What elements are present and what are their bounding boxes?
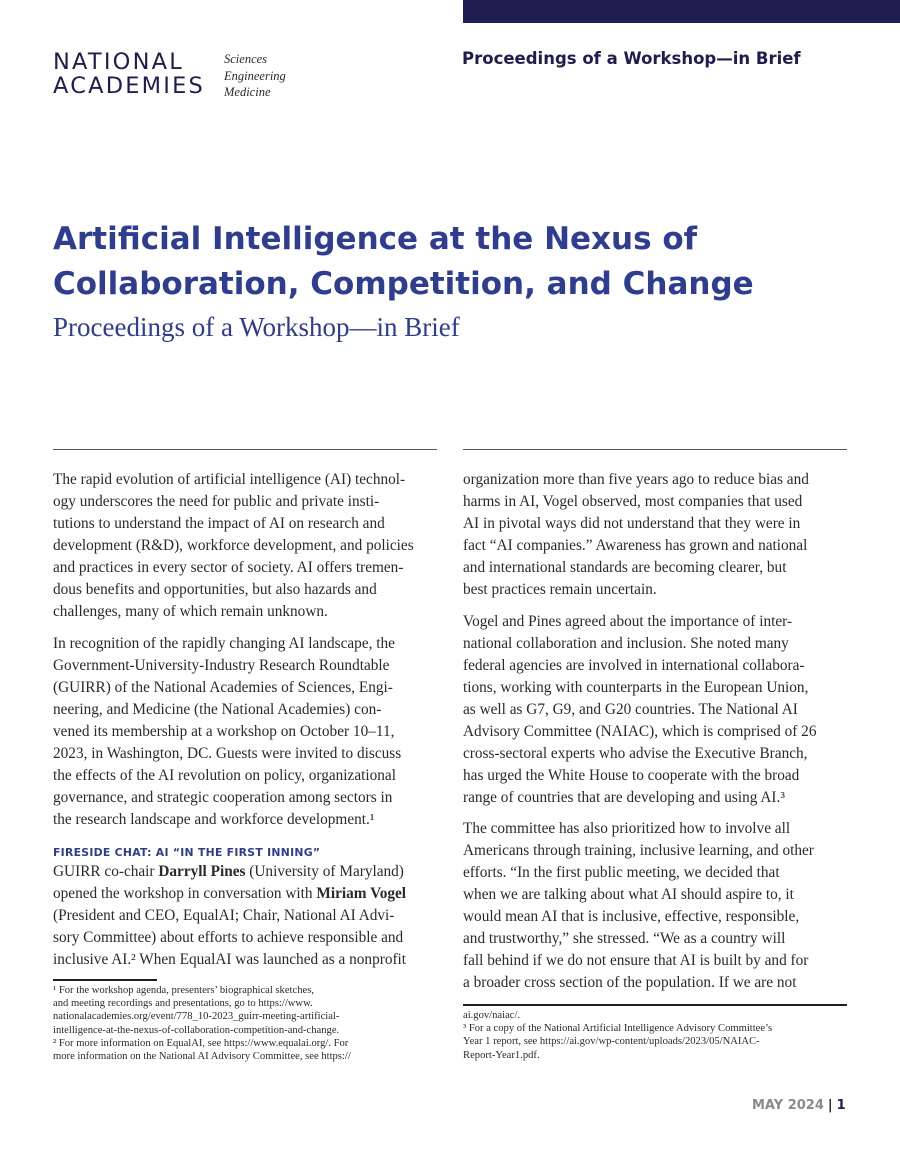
text-line: the research landscape and workforce development.¹ xyxy=(53,811,375,828)
speaker-name-pines: Darryll Pines xyxy=(158,863,246,880)
text-line: The committee has also prioritized how to involve all xyxy=(463,820,791,837)
text-line: harms in AI, Vogel observed, most companies that used xyxy=(463,493,803,510)
text-line: fall behind if we do not ensure that AI is built by and for xyxy=(463,952,809,969)
text-line: when we are talking about what AI should aspire to, it xyxy=(463,886,794,903)
text-run: (University of Maryland) xyxy=(245,863,404,880)
text-line: Government-University-Industry Research Roundtable xyxy=(53,657,390,674)
text-line: neering, and Medicine (the National Academies) con- xyxy=(53,701,382,718)
paragraph-fireside-chat xyxy=(53,861,406,971)
paragraph-collaboration xyxy=(463,611,816,809)
logo-line-academies: ACADEMIES xyxy=(53,73,205,99)
footer-separator: | xyxy=(827,1098,833,1113)
text-line: efforts. “In the first public meeting, we decided that xyxy=(463,864,780,881)
paragraph-recognition xyxy=(53,633,401,831)
logo-line-national: NATIONAL xyxy=(53,49,184,75)
footnote-rule-left xyxy=(53,979,157,981)
page-footer xyxy=(752,1098,846,1113)
text-line: a broader cross section of the population. If we are not xyxy=(463,974,797,991)
text-line: and practices in every sector of society. AI offers tremen- xyxy=(53,559,404,576)
footnote-line: nationalacademies.org/event/778_10-2023_guirr-meeting-artificial- xyxy=(53,1011,340,1023)
footnote-line: Report-Year1.pdf. xyxy=(463,1049,540,1061)
text-line: Vogel and Pines agreed about the importance of inter- xyxy=(463,613,793,630)
text-line: (President and CEO, EqualAI; Chair, National AI Advi- xyxy=(53,907,395,924)
title-line: Artificial Intelligence at the Nexus of xyxy=(53,221,698,257)
speaker-name-vogel: Miriam Vogel xyxy=(316,885,407,902)
text-line: as well as G7, G9, and G20 countries. The National AI xyxy=(463,701,798,718)
text-line: The rapid evolution of artificial intelligence (AI) technol- xyxy=(53,471,406,488)
text-run: opened the workshop in conversation with xyxy=(53,885,317,902)
text-line: federal agencies are involved in international collabora- xyxy=(463,657,805,674)
text-line: 2023, in Washington, DC. Guests were invited to discuss xyxy=(53,745,402,762)
text-line: Advisory Committee (NAIAC), which is comprised of 26 xyxy=(463,723,817,740)
footnote-line: ¹ For the workshop agenda, presenters’ biographical sketches, xyxy=(53,985,314,996)
text-line: would mean AI that is inclusive, effective, responsible, xyxy=(463,908,800,925)
right-column-rule xyxy=(463,449,847,450)
page-title xyxy=(53,217,853,307)
footnotes-left xyxy=(53,984,351,1063)
header-color-bar xyxy=(463,0,900,23)
paragraph-equalai xyxy=(463,469,809,601)
text-line: tions, working with counterparts in the European Union, xyxy=(463,679,809,696)
text-line: dous benefits and opportunities, but also hazards and xyxy=(53,581,377,598)
logo-wordmark xyxy=(53,50,218,100)
text-line: and international standards are becoming clearer, but xyxy=(463,559,787,576)
text-line: best practices remain uncertain. xyxy=(463,581,657,598)
text-line: sory Committee) about efforts to achieve responsible and xyxy=(53,929,404,946)
page-subtitle: Proceedings of a Workshop—in Brief xyxy=(53,312,460,342)
text-line: ogy underscores the need for public and private insti- xyxy=(53,493,380,510)
text-line: vened its membership at a workshop on October 10–11, xyxy=(53,723,395,740)
title-line: Collaboration, Competition, and Change xyxy=(53,266,754,302)
logo-sub-sciences: Sciences xyxy=(224,52,268,66)
text-line: range of countries that are developing and using AI.³ xyxy=(463,789,785,806)
text-line: (GUIRR) of the National Academies of Sciences, Engi- xyxy=(53,679,393,696)
footnote-line: ai.gov/naiac/. xyxy=(463,1010,521,1021)
section-heading-fireside-chat: FIRESIDE CHAT: AI “IN THE FIRST INNING” xyxy=(53,846,321,859)
text-line: development (R&D), workforce development, and policies xyxy=(53,537,414,554)
left-column-rule xyxy=(53,449,437,450)
footnote-line: ³ For a copy of the National Artificial Intelligence Advisory Committee’s xyxy=(463,1023,773,1035)
footer-date: MAY 2024 xyxy=(752,1098,824,1113)
text-line: fact “AI companies.” Awareness has grown and national xyxy=(463,537,808,554)
footnote-line: intelligence-at-the-nexus-of-collaboration-competition-and-change. xyxy=(53,1024,340,1036)
text-line: cross-sectoral experts who advise the Executive Branch, xyxy=(463,745,808,762)
footnote-rule-right xyxy=(463,1004,847,1006)
text-line: challenges, many of which remain unknown. xyxy=(53,603,328,620)
text-line xyxy=(53,861,406,883)
text-line: has urged the White House to cooperate with the broad xyxy=(463,767,800,784)
logo-sub-medicine: Medicine xyxy=(224,85,271,99)
series-header: Proceedings of a Workshop—in Brief xyxy=(462,49,801,68)
footnote-line: Year 1 report, see https://ai.gov/wp-content/uploads/2023/05/NAIAC- xyxy=(463,1036,760,1048)
text-line: the effects of the AI revolution on policy, organizational xyxy=(53,767,396,784)
page-number: 1 xyxy=(836,1098,846,1113)
text-line: inclusive AI.² When EqualAI was launched as a nonprofit xyxy=(53,951,407,968)
paragraph-intro xyxy=(53,469,414,623)
text-run: GUIRR co-chair xyxy=(53,863,159,880)
footnote-line: and meeting recordings and presentations, go to https://www. xyxy=(53,998,313,1010)
text-line: national collaboration and inclusion. She noted many xyxy=(463,635,789,652)
text-line: AI in pivotal ways did not understand that they were in xyxy=(463,515,801,532)
footnotes-right xyxy=(463,1009,772,1062)
footnote-line: ² For more information on EqualAI, see https://www.equalai.org/. For xyxy=(53,1037,349,1049)
text-line: and trustworthy,” she stressed. “We as a country will xyxy=(463,930,786,947)
text-line: governance, and strategic cooperation among sectors in xyxy=(53,789,393,806)
footnote-line: more information on the National AI Advisory Committee, see https:// xyxy=(53,1051,351,1063)
logo-sub-engineering: Engineering xyxy=(224,68,286,83)
text-line: In recognition of the rapidly changing AI landscape, the xyxy=(53,635,395,652)
text-line: tutions to understand the impact of AI on research and xyxy=(53,515,385,532)
logo-subtitle xyxy=(224,51,286,101)
text-line: organization more than five years ago to reduce bias and xyxy=(463,471,809,488)
text-line xyxy=(53,883,406,905)
text-line: Americans through training, inclusive learning, and other xyxy=(463,842,814,859)
paragraph-committee xyxy=(463,818,814,994)
